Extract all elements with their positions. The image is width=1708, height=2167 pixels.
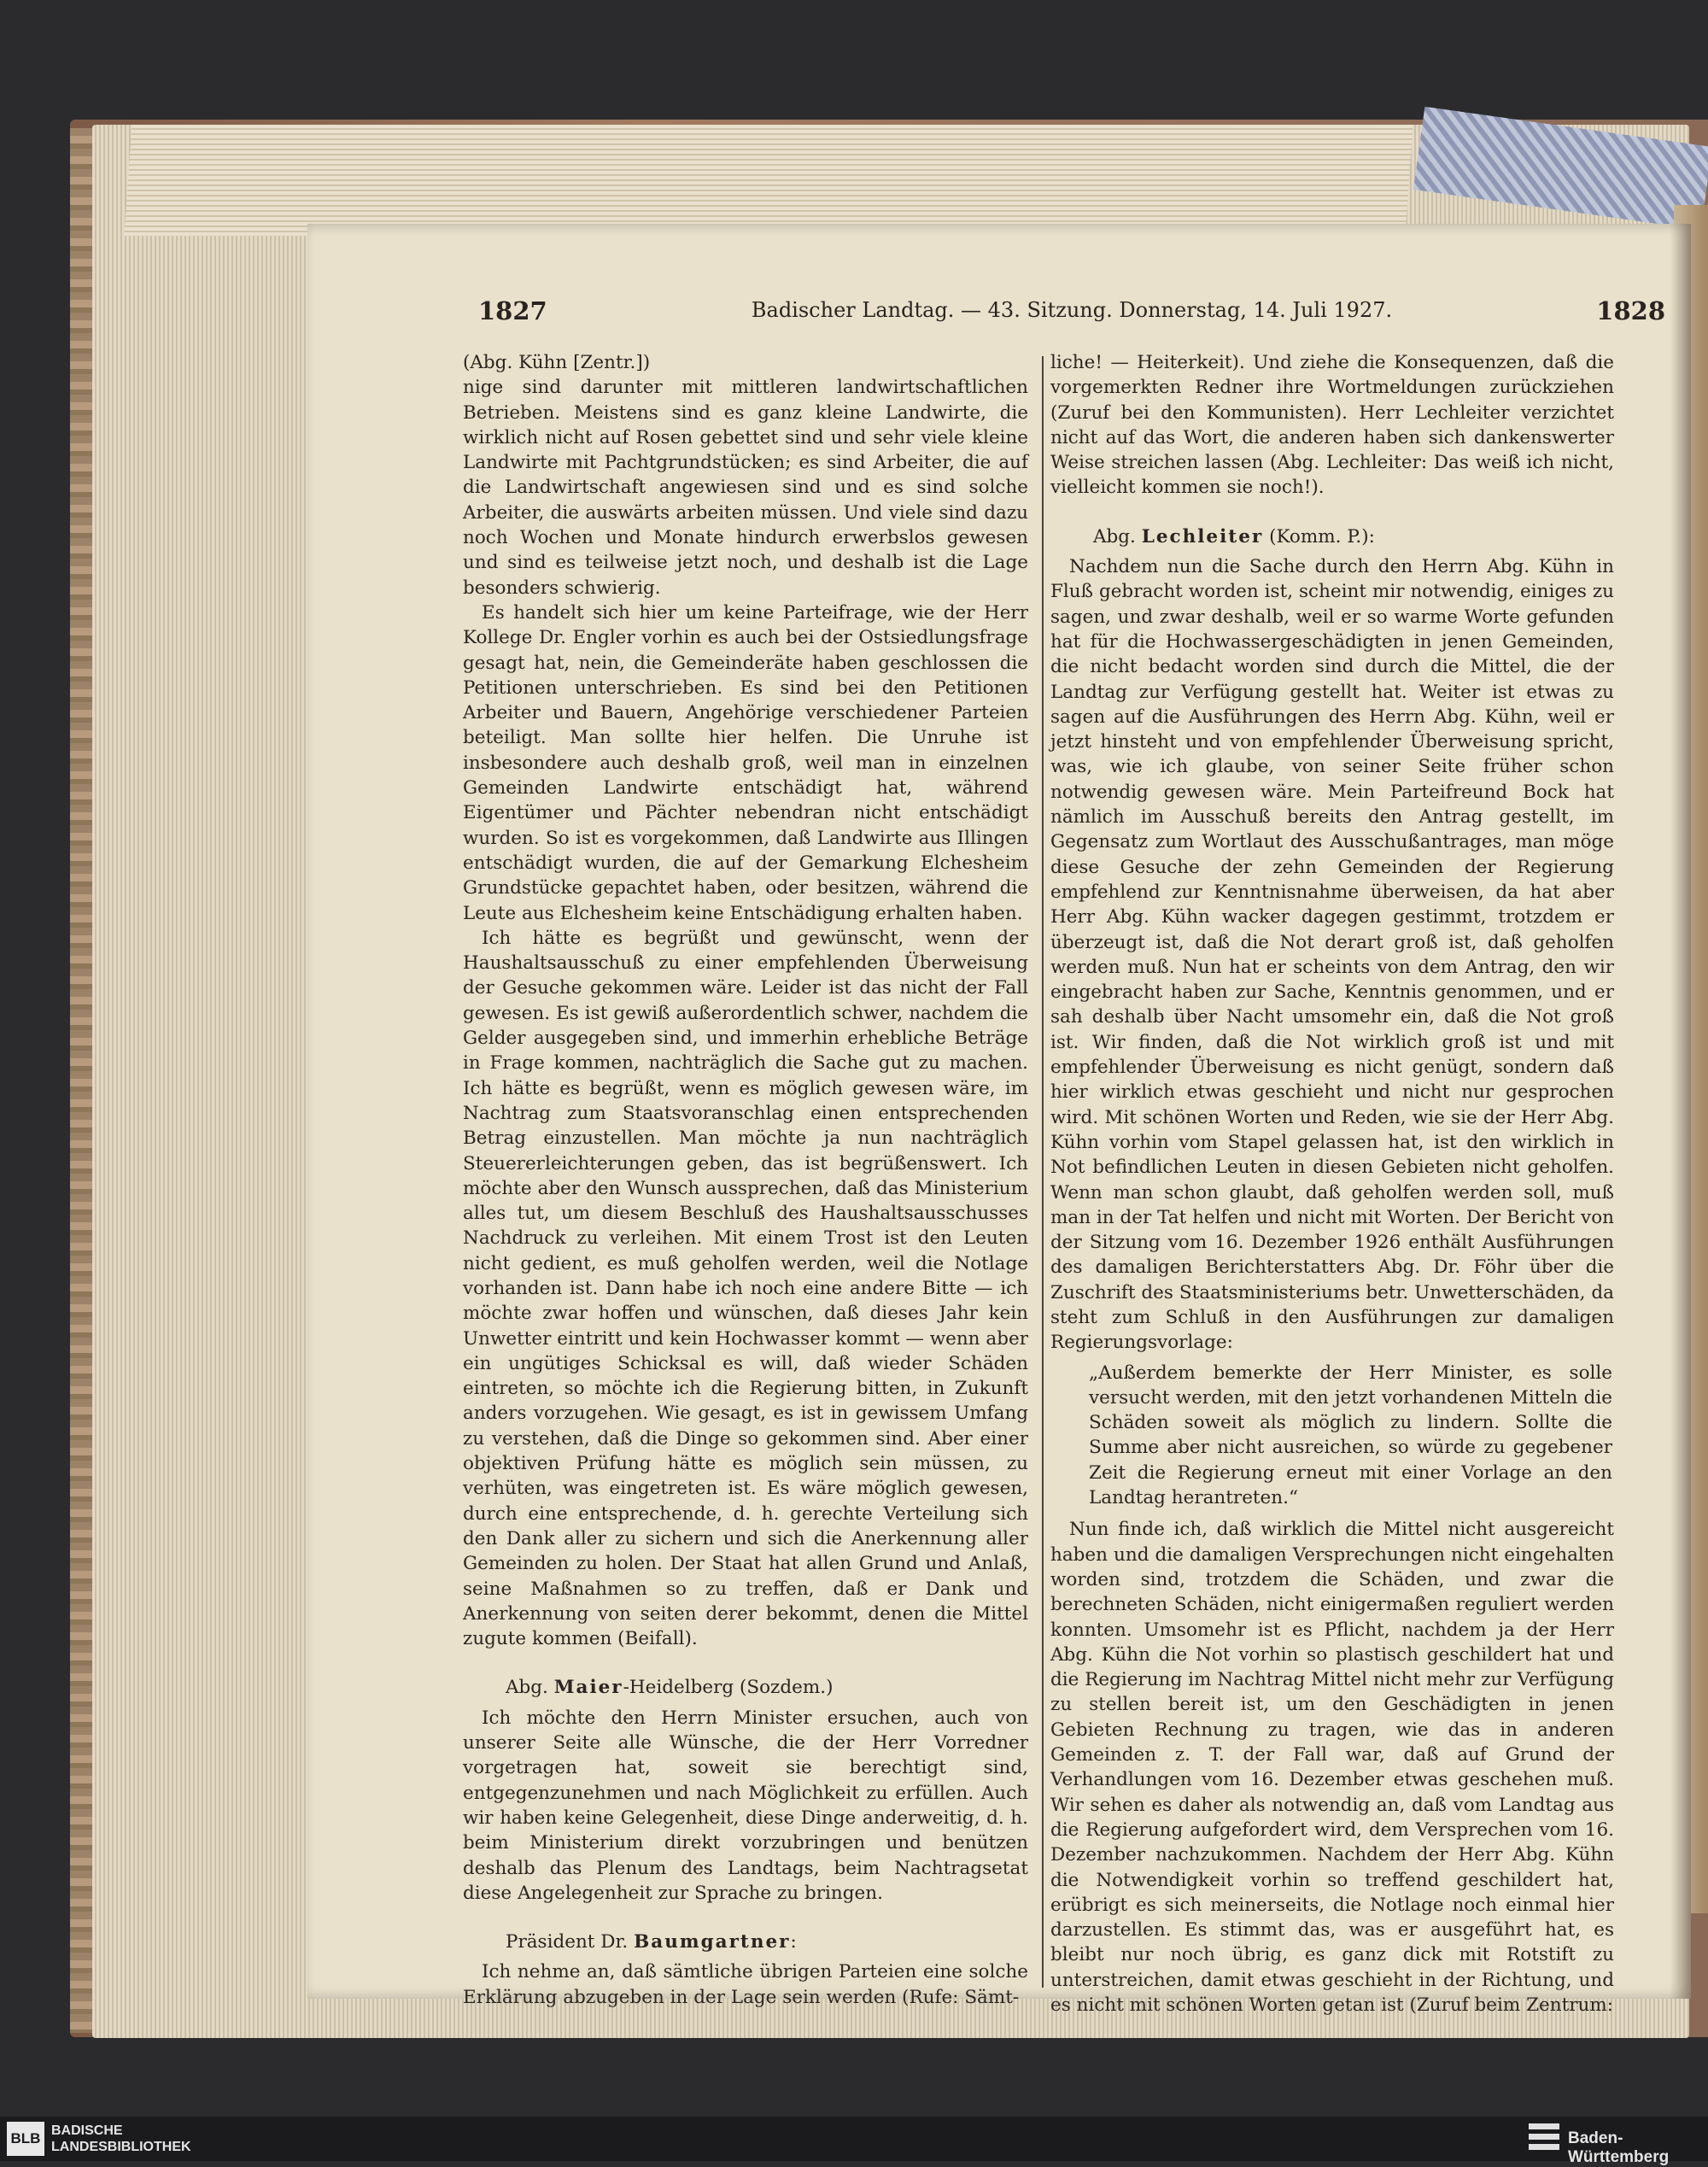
state-name: Baden-Württemberg — [1568, 2129, 1670, 2166]
right-column — [1050, 350, 1614, 2018]
speaker-heading — [1050, 524, 1614, 549]
speaker-heading — [463, 1930, 1028, 1954]
paragraph: Es handelt sich hier um keine Parteifrage, wie der Herr Kollege Dr. Engler vorhin es auch bei der Ostsiedlungsfrage gesagt hat, nein, die Gemeinderäte haben geschlossen die Petitionen unterschrieben. Es sind bei den Petitionen Arbeiter und Bauern, Angehörige verschiedener Parteien beteiligt. Man sollte hier helfen. Die Unruhe ist insbesondere auch deshalb groß, weil man in einzelnen Gemeinden Landwirte entschädigt hat, während Eigentümer und Pächter nebendran nicht entschädigt wurden. So ist es vorgekommen, daß Landwirte aus Illingen entschädigt wurden, die auf der Gemarkung Elchesheim Grundstücke gepachtet haben, oder besitzen, während die Leute aus Elchesheim keine Entschädigung erhalten haben. — [463, 601, 1028, 924]
page-gutter-shadow — [1670, 224, 1691, 1999]
paragraph: Ich möchte den Herrn Minister ersuchen, auch von unserer Seite alle Wünsche, die der Herr Vorredner vorgetragen hat, soweit sie berechtigt sind, entgegenzunehmen und nach Möglichkeit zu erfüllen. Auch wir haben keine Gelegenheit, diese Dinge anderweitig, d. h. beim Ministerium direkt vorzubringen und benützen deshalb das Plenum des Landtags, beim Nachtragsetat diese Angelegenheit zur Sprache zu bringen. — [463, 1707, 1028, 1904]
scanned-page — [307, 224, 1691, 2016]
paragraph: Nachdem nun die Sache durch den Herrn Abg. Kühn in Fluß gebracht worden ist, scheint mir notwendig, einiges zu sagen, und zwar deshalb, weil er so warme Worte gefunden hat für die Hochwassergeschädigten in jenen Gemeinden, die nicht bedacht worden sind durch die Mittel, die der Landtag zur Verfügung gestellt hat. Weiter ist etwas zu sagen auf die Ausführungen des Herrn Abg. Kühn, weil er jetzt hinsteht und von empfehlender Überweisung spricht, was, wie ich glaube, von seiner Seite früher schon notwendig gewesen wäre. Mein Parteifreund Bock hat nämlich im Ausschuß bereits den Antrag gestellt, im Gegensatz zum Wortlaut des Ausschußantrages, man möge diese Gesuche der zehn Gemeinden der Regierung empfehlend zur Kenntnisnahme überweisen, da hat aber Herr Abg. Kühn wacker dagegen gestimmt, trotzdem er überzeugt ist, daß die Not derart groß ist, daß geholfen werden muß. Nun hat er scheints von dem Antrag, den wir eingebracht haben zur Sache, Kenntnis genommen, und er sah deshalb über Nacht umsomehr ein, daß die Not groß ist. Wir finden, daß die Not wirklich groß ist und mit empfehlender Überweisung es nicht genügt, sondern daß hier wirklich etwas geschieht und nicht nur gesprochen wird. Mit schönen Worten und Reden, wie sie der Herr Abg. Kühn vorhin vom Stapel gelassen hat, ist den wirklich in Not befindlichen Leuten in diesen Gebieten nicht geholfen. Wenn man schon glaubt, daß geholfen werden soll, muß man in der Tat helfen und nicht mit Worten. Der Bericht von der Sitzung vom 16. Dezember 1926 enthält Ausführungen des damaligen Berichterstatters Abg. Dr. Föhr über die Zuschrift des Staatsministeriums betr. Unwetterschäden, da steht zum Schluß in den Ausführungen zur damaligen Regierungsvorlage: — [1050, 556, 1614, 1354]
paragraph: nige sind darunter mit mittleren landwirtschaftlichen Betrieben. Meistens sind es ganz kleine Landwirte, die wirklich nicht auf Rosen gebettet sind und sehr viele kleine Landwirte mit Pachtgrundstücken; es sind Arbeiter, die auf die Landwirtschaft angewiesen sind und es sind solche Arbeiter, die auswärts arbeiten müssen. Und viele sind dazu noch Wochen und Monate hindurch erwerbslos gewesen und sind es teilweise jetzt noch, und deshalb ist die Lage besonders schwierig. — [463, 377, 1028, 599]
speaker-suffix: : — [790, 1931, 797, 1953]
speaker-suffix: (Komm. P.): — [1269, 525, 1375, 548]
speaker-suffix: -Heidelberg (Sozdem.) — [623, 1677, 834, 1699]
paragraph: Ich hätte es begrüßt und gewünscht, wenn der Haushaltsausschuß zu einer empfehlenden Überweisung der Gesuche gekommen wäre. Leider ist das nicht der Fall gewesen. Es ist gewiß außerordentlich schwer, nachdem die Gelder ausgegeben sind, und immerhin erhebliche Beträge in Frage kommen, nachträglich die Sache gut zu machen. Ich hätte es begrüßt, wenn es möglich gewesen wäre, im Nachtrag zum Staatsvoranschlag einen entsprechenden Betrag einzustellen. Man möchte ja nun nachträglich Steuererleichterungen geben, das ist begrüßenswert. Ich möchte aber den Wunsch aussprechen, daß das Ministerium alles tut, um diesem Beschluß des Haushaltsausschusses Nachdruck zu verleihen. Mit einem Trost ist den Leuten nicht gedient, es muß geholfen werden, weil die Notlage vorhanden ist. Dann habe ich noch eine andere Bitte — ich möchte zwar hoffen und wünschen, daß dieses Jahr kein Unwetter eintritt und kein Hochwasser kommt — wenn aber ein ungütiges Schicksal es will, daß wieder Schäden eintreten, so möchte ich die Regierung bitten, in Zukunft anders vorzugehen. Wie gesagt, es ist in gewissem Umfang zu verstehen, daß die Dinge so gekommen sind. Aber einer objektiven Prüfung hätte es möglich sein müssen, zu verhüten, was eingetreten ist. Es wäre möglich gewesen, durch eine entsprechende, d. h. gerechte Verteilung sich den Dank aller zu sichern und sich die Anerkennung aller Gemeinden zu holen. Der Staat hat allen Grund und Anlaß, seine Maßnahmen so zu treffen, daß er Dank und Anerkennung von seiten derer bekommt, denen die Mittel zugute kommen (Beifall). — [463, 927, 1028, 1650]
marbled-cover-edge — [70, 128, 94, 2033]
speaker-name: Maier — [553, 1677, 623, 1699]
blb-logo: BLB — [7, 2122, 44, 2156]
speaker-prefix: Präsident Dr. — [506, 1931, 629, 1953]
paragraph: Ich nehme an, daß sämtliche übrigen Parteien eine solche Erklärung abzugeben in der Lage sein werden (Rufe: Sämt- — [463, 1961, 1028, 2008]
block-quote: „Außerdem bemerkte der Herr Minister, es solle versucht werden, mit den jetzt vorhandenen Mitteln die Schäden soweit als möglich zu lindern. Sollte die Summe aber nicht ausreichen, so würde zu gegebener Zeit die Regierung erneut mit einer Vorlage an den Landtag herantreten.“ — [1089, 1362, 1612, 1509]
speaker-reference: (Abg. Kühn [Zentr.]) — [463, 352, 651, 373]
library-name — [51, 2123, 191, 2155]
speaker-prefix: Abg. — [1093, 525, 1136, 548]
page-edges-top — [124, 125, 1413, 236]
running-head — [478, 296, 1665, 339]
running-head-title: Badischer Landtag. — 43. Sitzung. Donnerstag, 14. Juli 1927. — [751, 298, 1393, 322]
paragraph: liche! — Heiterkeit). Und ziehe die Konsequenzen, daß die vorgemerkten Redner ihre Wortmeldungen zurückziehen (Zuruf bei den Kommunisten). Herr Lechleiter verzichtet nicht auf das Wort, die anderen haben sich dankenswerter Weise streichen lassen (Abg. Lechleiter: Das weiß ich nicht, vielleicht kommen sie noch!). — [1050, 352, 1614, 499]
left-column — [463, 350, 1028, 2010]
speaker-heading — [463, 1675, 1028, 1700]
footer-bar — [0, 2117, 1708, 2161]
column-divider — [1042, 356, 1044, 1988]
coat-of-arms-icon — [1529, 2123, 1559, 2152]
speaker-name: Lechleiter — [1141, 525, 1264, 548]
page-number-right: 1828 — [1596, 296, 1665, 325]
library-name-line1: BADISCHE — [51, 2123, 123, 2138]
library-name-line2: LANDESBIBLIOTHEK — [51, 2140, 191, 2154]
speaker-name: Baumgartner — [634, 1931, 791, 1953]
speaker-prefix: Abg. — [506, 1677, 548, 1699]
paragraph: Nun finde ich, daß wirklich die Mittel nicht ausgereicht haben und die damaligen Versprechungen nicht eingehalten worden sind, trotzdem die Schäden, und zwar die berechneten Schäden, nicht einigermaßen reguliert werden konnten. Umsomehr ist es Pflicht, nachdem ja der Herr Abg. Kühn die Not vorhin so plastisch geschildert hat und die Regierung im Nachtrag Mittel nicht mehr zur Verfügung zu stellen bereit ist, um den Geschädigten in jenen Gebieten Rechnung zu tragen, wie das in anderen Gemeinden z. T. der Fall war, daß auf Grund der Verhandlungen vom 16. Dezember etwas geschehen muß. Wir sehen es daher als notwendig an, daß vom Landtag aus die Regierung aufgefordert wird, dem Versprechen vom 16. Dezember nachzukommen. Nachdem der Herr Abg. Kühn die Notwendigkeit vorhin so treffend geschildert hat, erübrigt es sich meinerseits, die Notlage noch einmal hier darzustellen. Es stimmt das, was er ausgeführt hat, es bleibt nur noch übrig, es ganz dick mit Rotstift zu unterstreichen, damit etwas geschieht in der Richtung, und es nicht mit schönen Worten getan ist (Zuruf beim Zentrum: — [1050, 1519, 1614, 2016]
page-number-left: 1827 — [478, 296, 547, 325]
